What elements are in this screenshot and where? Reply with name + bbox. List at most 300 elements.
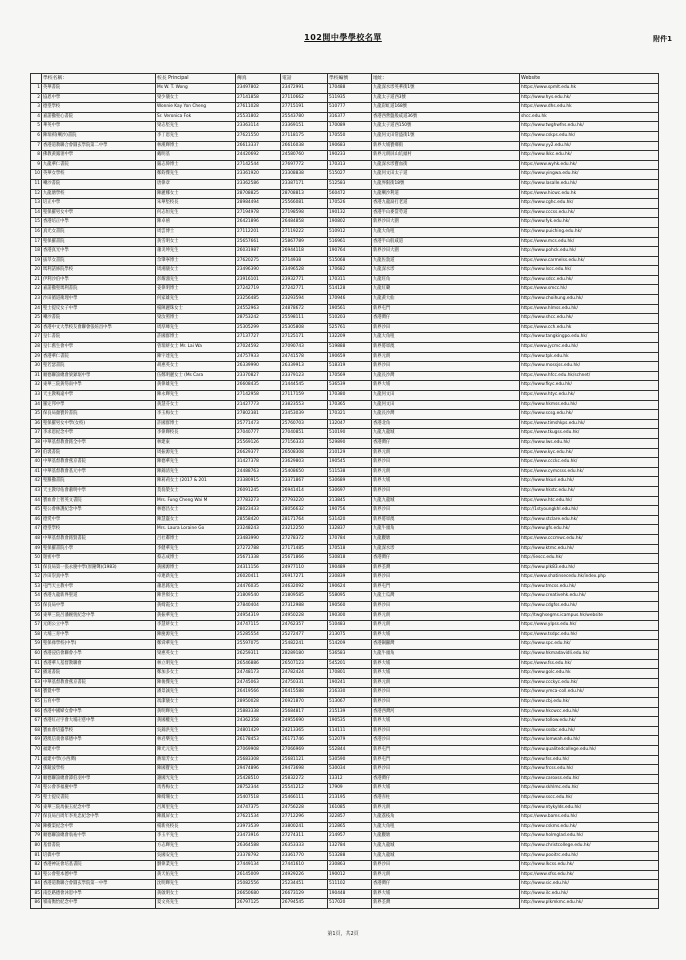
phone-number: 28056632 bbox=[281, 506, 328, 516]
row-index: 36 bbox=[31, 419, 42, 429]
fax-number: 23496390 bbox=[236, 266, 281, 276]
phone-number: 25543780 bbox=[281, 112, 328, 122]
table-row bbox=[31, 573, 659, 583]
fax-number: 27040777 bbox=[236, 429, 281, 439]
address: 九龍深水埗寶血街 bbox=[372, 160, 520, 170]
principal-name: 許國群博士 bbox=[156, 419, 236, 429]
website-url: http://www.plkmkmc.edu.hk/ bbox=[520, 899, 659, 909]
school-code: 170313 bbox=[328, 160, 372, 170]
table-row bbox=[31, 141, 659, 151]
phone-number: 23308838 bbox=[281, 170, 328, 180]
school-name: 瑪利諾修院學校 bbox=[42, 266, 156, 276]
school-name: 香港華人基督教聯會 bbox=[42, 659, 156, 669]
fax-number: 24757933 bbox=[236, 352, 281, 362]
row-index: 18 bbox=[31, 247, 42, 257]
row-index: 48 bbox=[31, 534, 42, 544]
school-name: 順德聯誼總會梁銶琚中學 bbox=[42, 371, 156, 381]
website-url: http://1styoungkhl.edu.hk/ bbox=[520, 506, 659, 516]
fax-number: 27783273 bbox=[236, 496, 281, 506]
table-row bbox=[31, 861, 659, 871]
address: 香港半山般咸道 bbox=[372, 237, 520, 247]
principal-name: 沈明輝先生 bbox=[156, 880, 236, 890]
fax-number: 25771473 bbox=[236, 419, 281, 429]
school-code: 316377 bbox=[328, 112, 372, 122]
school-code: 170784 bbox=[328, 534, 372, 544]
principal-name: 李玉梅女士 bbox=[156, 410, 236, 420]
fax-number: 24954319 bbox=[236, 611, 281, 621]
school-code: 516961 bbox=[328, 237, 372, 247]
document-title: 102開中學學校名單 bbox=[304, 33, 382, 42]
school-name: 中華基督教會銘賢書院 bbox=[42, 534, 156, 544]
fax-number: 27142544 bbox=[236, 160, 281, 170]
phone-number: 28171764 bbox=[281, 515, 328, 525]
principal-name: 馬秀梅女士 bbox=[156, 784, 236, 794]
address: 新界沙田 bbox=[372, 323, 520, 333]
website-url: http://www.frcss.edu.hk/ bbox=[520, 765, 659, 775]
address: 九龍旺角 bbox=[372, 275, 520, 285]
school-name: 喇沙書院 bbox=[42, 314, 156, 324]
phone-number: 26944118 bbox=[281, 247, 328, 257]
table-row bbox=[31, 774, 659, 784]
fax-number: 27194978 bbox=[236, 208, 281, 218]
row-index: 6 bbox=[31, 131, 42, 141]
website-url: https://www.bams.edu.hk/ bbox=[520, 813, 659, 823]
school-code: 170365 bbox=[328, 400, 372, 410]
website-url: http://www.puiching.edu.hk/ bbox=[520, 227, 659, 237]
website-url: http://www.lasalle.edu.hk/ bbox=[520, 179, 659, 189]
row-index: 74 bbox=[31, 784, 42, 794]
address: 九龍土瓜灣 bbox=[372, 592, 520, 602]
principal-name: Mrs. Laura Loraine Go bbox=[156, 525, 236, 535]
website-url: http://www.sssbc.edu.hk/ bbox=[520, 726, 659, 736]
row-index: 40 bbox=[31, 458, 42, 468]
address: 新界元朗 bbox=[372, 870, 520, 880]
school-code: 511935 bbox=[328, 93, 372, 103]
phone-number: 25234451 bbox=[281, 880, 328, 890]
school-code: 530697 bbox=[328, 486, 372, 496]
fax-number: 25531802 bbox=[236, 112, 281, 122]
principal-name: 鄭鈞傑先生 bbox=[156, 170, 236, 180]
school-name: 南亞路德會沐恩中學 bbox=[42, 889, 156, 899]
address: 香港九龍窩打老道 bbox=[372, 199, 520, 209]
school-code: 190233 bbox=[328, 151, 372, 161]
school-name: 香港紅卍字會大埔卍慈中學 bbox=[42, 717, 156, 727]
school-name: 伊利沙伯中學 bbox=[42, 275, 156, 285]
school-name: 香港道教聯合會圓玄學院第二中學 bbox=[42, 141, 156, 151]
school-name: 聖保羅男女中學 bbox=[42, 208, 156, 218]
school-name: 嶺南衡怡紀念中學 bbox=[42, 899, 156, 909]
principal-name: 黃啟明女士 bbox=[156, 889, 236, 899]
row-index: 62 bbox=[31, 669, 42, 679]
annex-label: 附件1 bbox=[653, 35, 672, 43]
table-row bbox=[31, 314, 659, 324]
table-row bbox=[31, 227, 659, 237]
fax-number: 27449134 bbox=[236, 861, 281, 871]
website-url: http://www.yingwa.edu.hk/ bbox=[520, 170, 659, 180]
school-code: 190683 bbox=[328, 141, 372, 151]
header-principal: 校長 Principal bbox=[156, 74, 236, 84]
school-code: 513288 bbox=[328, 851, 372, 861]
website-url: http://www.stclare.edu.hk/ bbox=[520, 515, 659, 525]
phone-number: 26673129 bbox=[281, 889, 328, 899]
address: 九龍九龍城 bbox=[372, 429, 520, 439]
address: 新界大埔 bbox=[372, 630, 520, 640]
row-index: 34 bbox=[31, 400, 42, 410]
phone-number: 25598111 bbox=[281, 314, 328, 324]
row-index: 55 bbox=[31, 602, 42, 612]
school-list-table bbox=[30, 73, 659, 909]
school-code: 511538 bbox=[328, 467, 372, 477]
school-name: 德望學校 bbox=[42, 525, 156, 535]
principal-name: 陳慧靈女士 bbox=[156, 515, 236, 525]
phone-number: 25408650 bbox=[281, 467, 328, 477]
school-name: 聖公會李福慶中學 bbox=[42, 784, 156, 794]
school-name: 香港真光中學 bbox=[42, 247, 156, 257]
principal-name: 黃國源博士 bbox=[156, 563, 236, 573]
fax-number: 27611028 bbox=[236, 103, 281, 113]
principal-name: 林立明先生 bbox=[156, 659, 236, 669]
row-index: 21 bbox=[31, 275, 42, 285]
row-index: 72 bbox=[31, 765, 42, 775]
address: 九龍何文田 bbox=[372, 400, 520, 410]
website-url: http://www.tollow.edu.hk/ bbox=[520, 717, 659, 727]
website-url: http://www.cskms.edu.hk/ bbox=[520, 822, 659, 832]
fax-number: 24420692 bbox=[236, 151, 281, 161]
address: 九龍太子道西3號 bbox=[372, 93, 520, 103]
principal-name: 許國群博士 bbox=[156, 333, 236, 343]
principal-name: 林德昌女士 bbox=[156, 506, 236, 516]
website-url: http://www.hkstc.edu.hk/ bbox=[520, 486, 659, 496]
address: 新界沙田 bbox=[372, 506, 520, 516]
website-url: http://www.qualitedcollege.edu.hk/ bbox=[520, 745, 659, 755]
table-row bbox=[31, 841, 659, 851]
principal-name: 陳莉莉女士 (2017 & 201 bbox=[156, 477, 236, 487]
phone-number: 27441610 bbox=[281, 861, 328, 871]
address: 新界元朗 bbox=[372, 803, 520, 813]
principal-name: 何家雄先生 bbox=[156, 295, 236, 305]
school-code: 545201 bbox=[328, 659, 372, 669]
principal-name: 李健華先生 bbox=[156, 544, 236, 554]
principal-name: 黃雪明女士 bbox=[156, 237, 236, 247]
principal-name: 陳國寶先生 bbox=[156, 765, 236, 775]
phone-number: 27110662 bbox=[281, 93, 328, 103]
table-row bbox=[31, 544, 659, 554]
table-row bbox=[31, 525, 659, 535]
phone-number: 24580760 bbox=[281, 151, 328, 161]
phone-number: 27697772 bbox=[281, 160, 328, 170]
phone-number: 26508308 bbox=[281, 448, 328, 458]
table-row bbox=[31, 630, 659, 640]
table-row bbox=[31, 554, 659, 564]
school-code: 190535 bbox=[328, 717, 372, 727]
principal-name: 蔡志成博士 bbox=[156, 554, 236, 564]
principal-name: 曾瑞妍女士 Mr. Lai Wa bbox=[156, 343, 236, 353]
website-url: http://www.hys.edu.hk/ bbox=[520, 93, 659, 103]
table-row bbox=[31, 93, 659, 103]
phone-number: 26353333 bbox=[281, 841, 328, 851]
fax-number: 26608435 bbox=[236, 381, 281, 391]
header-index bbox=[31, 74, 42, 84]
phone-number: 23379123 bbox=[281, 371, 328, 381]
website-url: https://www.kyc.edu.hk/ bbox=[520, 448, 659, 458]
website-url: http://www.fss.edu.hk/ bbox=[520, 755, 659, 765]
school-code: 190545 bbox=[328, 458, 372, 468]
website-url: https://www.tsdpc.edu.hk/ bbox=[520, 630, 659, 640]
address: 九龍長沙灣 bbox=[372, 371, 520, 381]
address: 新界大埔 bbox=[372, 784, 520, 794]
website-url: http://www.creativehk.edu.hk/ bbox=[520, 592, 659, 602]
principal-name: 陳慶源先生 bbox=[156, 630, 236, 640]
school-code: 510912 bbox=[328, 227, 372, 237]
table-row bbox=[31, 621, 659, 631]
table-row bbox=[31, 678, 659, 688]
principal-name: 黃綺霞女士 bbox=[156, 602, 236, 612]
phone-number: 21444545 bbox=[281, 381, 328, 391]
address: 新界沙田 bbox=[372, 362, 520, 372]
phone-number: 26917271 bbox=[281, 573, 328, 583]
school-name: 聖若瑟書院 bbox=[42, 362, 156, 372]
website-url: https://www.spmlt.edu.hk bbox=[520, 84, 659, 94]
table-row bbox=[31, 131, 659, 141]
table-row bbox=[31, 765, 659, 775]
school-code: 190489 bbox=[328, 563, 372, 573]
website-url: http://www.cbj.edu.hk/ bbox=[520, 698, 659, 708]
principal-name: 梁志堅先生 bbox=[156, 122, 236, 132]
table-row bbox=[31, 582, 659, 592]
website-url: http://www.sdcc.edu.hk/ bbox=[520, 275, 659, 285]
principal-name: 呂萬里先生 bbox=[156, 803, 236, 813]
website-url: http://www.lkkc.edu.hk/ bbox=[520, 151, 659, 161]
address: 新界大埔 bbox=[372, 381, 520, 391]
school-name: 保良局顏寶鈴書院 bbox=[42, 410, 156, 420]
website-url: http://www.ymca-coll.edu.hk/ bbox=[520, 688, 659, 698]
school-name: 嘉諾撒聖瑪利書院 bbox=[42, 285, 156, 295]
phone-number: 23932771 bbox=[281, 275, 328, 285]
principal-name: 周湘儀女士 bbox=[156, 266, 236, 276]
school-code: 519888 bbox=[328, 343, 372, 353]
principal-name: 李丁恩先生 bbox=[156, 131, 236, 141]
principal-name: 莫翁榮女士 bbox=[156, 486, 236, 496]
row-index: 77 bbox=[31, 813, 42, 823]
table-row bbox=[31, 745, 659, 755]
table-row bbox=[31, 199, 659, 209]
fax-number: 23256485 bbox=[236, 295, 281, 305]
principal-name: 李慧妍女士 bbox=[156, 621, 236, 631]
fax-number: 26650680 bbox=[236, 889, 281, 899]
table-row bbox=[31, 410, 659, 420]
row-index: 47 bbox=[31, 525, 42, 535]
phone-number: 24762357 bbox=[281, 621, 328, 631]
phone-number: 27156333 bbox=[281, 438, 328, 448]
principal-name: 周振源先生 bbox=[156, 448, 236, 458]
school-code: 161085 bbox=[328, 803, 372, 813]
table-row bbox=[31, 218, 659, 228]
fax-number: 25657661 bbox=[236, 237, 281, 247]
table-row bbox=[31, 429, 659, 439]
phone-number: 2714938 bbox=[281, 256, 328, 266]
principal-name: 姜偉明博士 bbox=[156, 285, 236, 295]
school-name: 羅定邦中學 bbox=[42, 400, 156, 410]
principal-name: 伍鄭明麗女士 (Ms Cara bbox=[156, 371, 236, 381]
website-url: http://www.spc.edu.hk/ bbox=[520, 640, 659, 650]
address: 九龍九龍城 bbox=[372, 496, 520, 506]
address: 九龍黃大仙 bbox=[372, 295, 520, 305]
row-index: 7 bbox=[31, 141, 42, 151]
fax-number: 24476035 bbox=[236, 582, 281, 592]
phone-number: 23453039 bbox=[281, 410, 328, 420]
row-index: 69 bbox=[31, 736, 42, 746]
row-index: 84 bbox=[31, 880, 42, 890]
phone-number: 25566081 bbox=[281, 199, 328, 209]
phone-number: 27118175 bbox=[281, 131, 328, 141]
school-code: 214957 bbox=[328, 832, 372, 842]
school-code: 170946 bbox=[328, 295, 372, 305]
row-index: 82 bbox=[31, 861, 42, 871]
school-code: 170380 bbox=[328, 391, 372, 401]
school-name: 中華基督教會燕京書院 bbox=[42, 458, 156, 468]
phone-number: 24977110 bbox=[281, 563, 328, 573]
school-code: 322857 bbox=[328, 813, 372, 823]
school-code: 514128 bbox=[328, 285, 372, 295]
address: 九龍大角咀 bbox=[372, 822, 520, 832]
school-code: 190132 bbox=[328, 208, 372, 218]
school-code: 170526 bbox=[328, 199, 372, 209]
website-url: http://www.cdgfss.edu.hk/ bbox=[520, 602, 659, 612]
website-url: http://www.ntykylds.edu.hk/ bbox=[520, 803, 659, 813]
school-name: 德愛中學 bbox=[42, 515, 156, 525]
phone-number: 24632092 bbox=[281, 582, 328, 592]
school-code: 216330 bbox=[328, 688, 372, 698]
row-index: 45 bbox=[31, 506, 42, 516]
table-row bbox=[31, 448, 659, 458]
table-row bbox=[31, 112, 659, 122]
phone-number: 27312988 bbox=[281, 602, 328, 612]
website-url: http://www.lscc.edu.hk/ bbox=[520, 266, 659, 276]
website-url: https://www.smcc.hk/ bbox=[520, 285, 659, 295]
table-row bbox=[31, 352, 659, 362]
principal-name: 林漢輝博士 bbox=[156, 141, 236, 151]
address: 新界屯門 bbox=[372, 582, 520, 592]
school-name: 順德聯誼總會翁祐中學 bbox=[42, 832, 156, 842]
principal-name: 謝國光先生 bbox=[156, 774, 236, 784]
school-name: 香港華仁書院 bbox=[42, 352, 156, 362]
website-url: http://www.lkcss.edu.hk/ bbox=[520, 861, 659, 871]
address: 新界元朗屏山坑頭村 bbox=[372, 151, 520, 161]
school-code: 190561 bbox=[328, 304, 372, 314]
principal-name: 陳永輝先生 bbox=[156, 391, 236, 401]
header-address: 地址： bbox=[372, 74, 520, 84]
school-code: 215139 bbox=[328, 707, 372, 717]
principal-name: 劉偉業先生 bbox=[156, 861, 236, 871]
school-name: 聖士提反書院 bbox=[42, 793, 156, 803]
principal-name: 馮潔儀女士 bbox=[156, 698, 236, 708]
principal-name: 周厚峰先生 bbox=[156, 323, 236, 333]
fax-number: 25305299 bbox=[236, 323, 281, 333]
table-row bbox=[31, 669, 659, 679]
fax-number: 26546886 bbox=[236, 659, 281, 669]
phone-number: 26921870 bbox=[281, 698, 328, 708]
phone-number: 23629803 bbox=[281, 458, 328, 468]
fax-number: 23378792 bbox=[236, 851, 281, 861]
table-row bbox=[31, 84, 659, 94]
website-url: http://www.christcollege.edu.hk/ bbox=[520, 841, 659, 851]
principal-name: 潘景誠先生 bbox=[156, 688, 236, 698]
fax-number: 26364588 bbox=[236, 841, 281, 851]
phone-number: 25272477 bbox=[281, 630, 328, 640]
row-index: 41 bbox=[31, 467, 42, 477]
school-name: 香港培正中學 bbox=[42, 218, 156, 228]
website-url: https://www.shatinsecedu.hk/index.php bbox=[520, 573, 659, 583]
fax-number: 23916101 bbox=[236, 275, 281, 285]
row-index: 17 bbox=[31, 237, 42, 247]
fax-number: 27112201 bbox=[236, 227, 281, 237]
principal-name: 陳綺珊女士 bbox=[156, 793, 236, 803]
header-fax: 傳真 bbox=[236, 74, 281, 84]
phone-number: 25681121 bbox=[281, 755, 328, 765]
principal-name: 陳麗娜女士 bbox=[156, 189, 236, 199]
table-row bbox=[31, 343, 659, 353]
table-row bbox=[31, 179, 659, 189]
table-row bbox=[31, 698, 659, 708]
website-url: https://www.carmelss.edu.hk/ bbox=[520, 256, 659, 266]
row-index: 49 bbox=[31, 544, 42, 554]
address: 九龍九龍城 bbox=[372, 841, 520, 851]
website-url: https://www.sfss.edu.hk/ bbox=[520, 870, 659, 880]
school-name: 培正中學 bbox=[42, 199, 156, 209]
fax-number: 28752344 bbox=[236, 784, 281, 794]
row-index: 5 bbox=[31, 122, 42, 132]
website-url: https://www.timshkps.edu.hk/ bbox=[520, 419, 659, 429]
principal-name: 楊陳麗珠女士 bbox=[156, 304, 236, 314]
phone-number: 23496528 bbox=[281, 266, 328, 276]
phone-number: 27066969 bbox=[281, 745, 328, 755]
principal-name: 梁少儀女士 bbox=[156, 93, 236, 103]
principal-name: 黃偉雄先生 bbox=[156, 381, 236, 391]
website-url: http://www.ktmc.edu.hk/ bbox=[520, 544, 659, 554]
row-index: 35 bbox=[31, 410, 42, 420]
principal-name: Mrs. Fung Cheng Wai M bbox=[156, 496, 236, 506]
phone-number: 27278372 bbox=[281, 534, 328, 544]
school-code: 190756 bbox=[328, 506, 372, 516]
phone-number: 27171485 bbox=[281, 544, 328, 554]
phone-number: 27715191 bbox=[281, 103, 328, 113]
website-url: http://www.tangkingpo.edu.hk/ bbox=[520, 333, 659, 343]
school-code: 132837 bbox=[328, 525, 372, 535]
principal-name: 李偉輝校長 bbox=[156, 429, 236, 439]
school-name: 沙田崇真中學 bbox=[42, 573, 156, 583]
website-url: https://www.ylpss.edu.hk/ bbox=[520, 621, 659, 631]
school-name: 元朗公立中學 bbox=[42, 621, 156, 631]
phone-number: 25541212 bbox=[281, 784, 328, 794]
school-code: 190659 bbox=[328, 352, 372, 362]
fax-number: 23973539 bbox=[236, 822, 281, 832]
row-index: 33 bbox=[31, 391, 42, 401]
website-url: http://www.ccckyc.edu.hk/ bbox=[520, 678, 659, 688]
school-code: 190624 bbox=[328, 582, 372, 592]
row-index: 85 bbox=[31, 889, 42, 899]
table-row bbox=[31, 304, 659, 314]
principal-name: 陳卓禧 bbox=[156, 218, 236, 228]
school-name: 英華女學校 bbox=[42, 170, 156, 180]
address: 新界大埔 bbox=[372, 669, 520, 679]
school-name: 聖保羅書院小學 bbox=[42, 544, 156, 554]
phone-number: 26339913 bbox=[281, 362, 328, 372]
table-row bbox=[31, 467, 659, 477]
row-index: 38 bbox=[31, 438, 42, 448]
address: 香港灣仔 bbox=[372, 774, 520, 784]
school-name: 伯裘書院 bbox=[42, 448, 156, 458]
row-index: 29 bbox=[31, 352, 42, 362]
